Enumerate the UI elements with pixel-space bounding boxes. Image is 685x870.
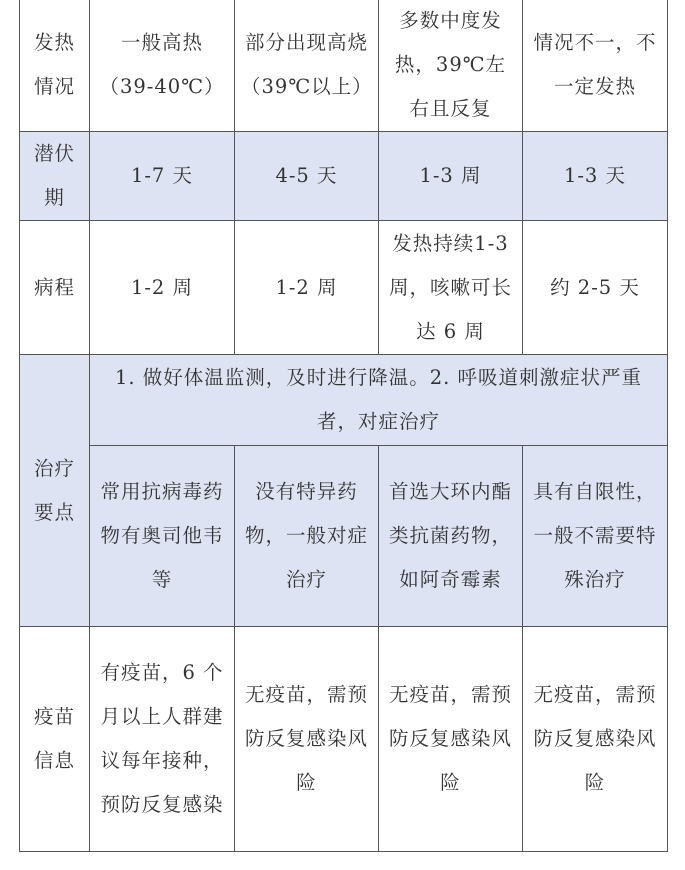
table-row-fever [20, 0, 668, 132]
table-cell [379, 221, 523, 355]
vaccine-cell-2: 无疫苗，需预防反复感染风险 [244, 683, 368, 794]
table-cell [523, 446, 668, 627]
row-header-vaccine [20, 627, 90, 852]
fever-cell-3: 多数中度发热，39℃左右且反复 [394, 9, 507, 120]
course-cell-2: 1-2 周 [275, 275, 338, 299]
row-header-incubation [20, 132, 90, 221]
comparison-table [19, 0, 668, 852]
table-cell [235, 0, 379, 132]
row-header-course [20, 221, 90, 355]
fever-cell-4: 情况不一，不一定发热 [533, 31, 657, 98]
treatment-cell-4: 具有自限性，一般不需要特殊治疗 [533, 480, 657, 591]
table-cell [90, 221, 235, 355]
table-cell [235, 446, 379, 627]
table-row-vaccine [20, 627, 668, 852]
table-cell [523, 627, 668, 852]
treatment-cell-3: 首选大环内酯类抗菌药物，如阿奇霉素 [388, 480, 512, 591]
table-cell [235, 627, 379, 852]
incubation-cell-2: 4-5 天 [275, 164, 338, 187]
table-row-treatment-common [20, 355, 668, 446]
vaccine-cell-3: 无疫苗，需预防反复感染风险 [388, 683, 512, 794]
course-cell-3: 发热持续1-3 周，咳嗽可长达 6 周 [388, 231, 512, 343]
table-cell [379, 132, 523, 221]
table-cell [523, 132, 668, 221]
treatment-cell-2: 没有特异药物，一般对症治疗 [244, 480, 368, 591]
course-cell-4: 约 2-5 天 [550, 275, 640, 299]
table-cell [523, 221, 668, 355]
incubation-cell-1: 1-7 天 [130, 164, 194, 187]
treatment-cell-1: 常用抗病毒药物有奥司他韦等 [100, 480, 224, 591]
incubation-cell-3: 1-3 周 [419, 164, 482, 187]
table-row-incubation [20, 132, 668, 221]
vaccine-cell-1: 有疫苗，6 个月以上人群建议每年接种，预防反复感染 [100, 661, 224, 816]
table-cell [235, 221, 379, 355]
row-header-course-text: 病程 [33, 275, 75, 299]
table-cell [235, 132, 379, 221]
row-header-fever-text: 发热情况 [33, 31, 75, 98]
vaccine-cell-4: 无疫苗，需预防反复感染风险 [533, 683, 657, 794]
table-cell [90, 0, 235, 132]
table-cell [379, 627, 523, 852]
table-row-course [20, 221, 668, 355]
fever-cell-1: 一般高热（39-40℃） [99, 31, 225, 98]
course-cell-1: 1-2 周 [130, 275, 194, 299]
row-header-treatment-text: 治疗要点 [33, 456, 75, 524]
table-cell [90, 132, 235, 221]
table-cell [379, 0, 523, 132]
row-header-fever [20, 0, 90, 132]
table-cell [90, 627, 235, 852]
table-cell [523, 0, 668, 132]
table-cell [90, 446, 235, 627]
table-row-treatment [20, 446, 668, 627]
treatment-common-text: 1. 做好体温监测，及时进行降温。2. 呼吸道刺激症状严重者，对症治疗 [114, 366, 643, 433]
row-header-vaccine-text: 疫苗信息 [33, 705, 75, 772]
row-header-treatment [20, 355, 90, 627]
row-header-incubation-text: 潜伏期 [33, 142, 75, 209]
incubation-cell-4: 1-3 天 [563, 164, 627, 187]
treatment-common-cell [90, 355, 668, 446]
table-cell [379, 446, 523, 627]
fever-cell-2: 部分出现高烧（39℃以上） [241, 31, 373, 98]
